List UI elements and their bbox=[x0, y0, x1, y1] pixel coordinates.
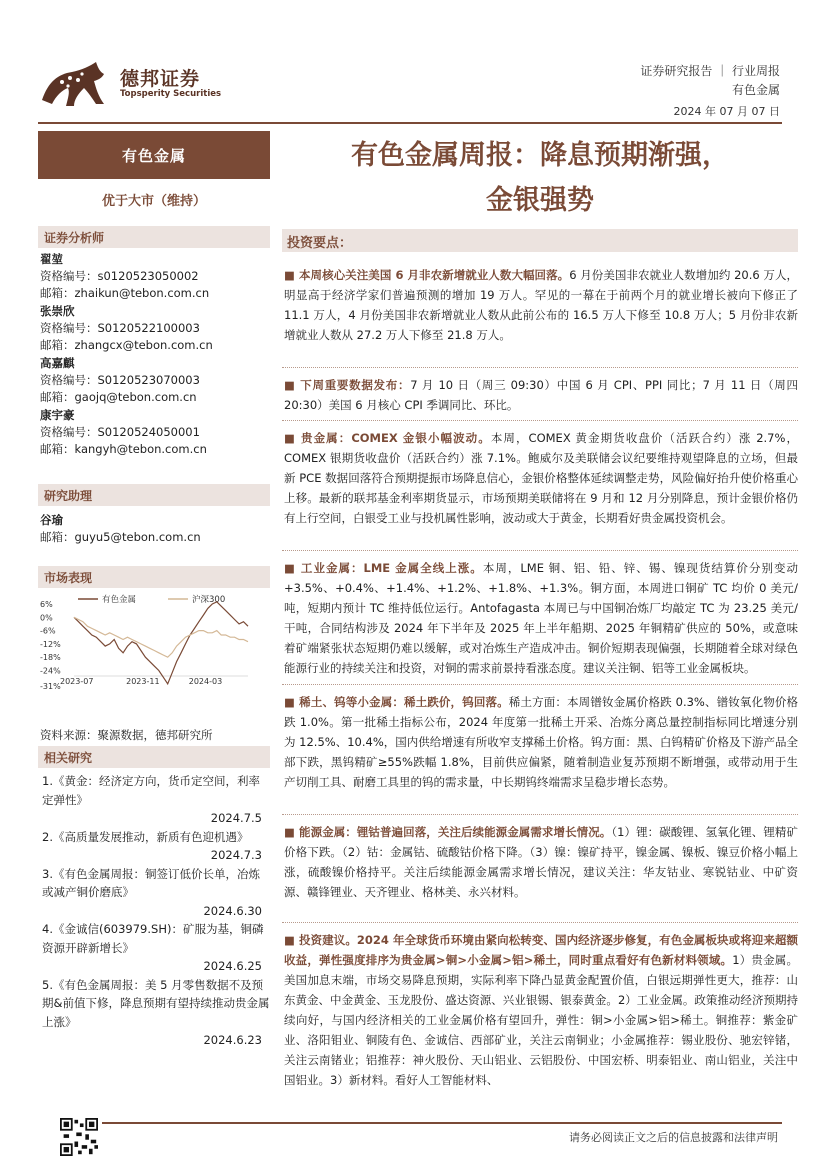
y-tick-label: 6% bbox=[40, 600, 53, 609]
key-point-lead: 本周核心关注美国 6 月非农新增就业人数大幅回落。 bbox=[298, 268, 570, 282]
key-point-lead: 投资建议。2024 年全球货币环境由紧向松转变、国内经济逐步修复，有色金属板块或将迎来超额收益，弹性强度排序为贵金属>铜>小金属>铝>稀土，同时重点看好有色新材料领域。 bbox=[284, 933, 798, 967]
bullet-icon: ■ bbox=[284, 378, 301, 392]
key-points-heading: 投资要点： bbox=[282, 229, 798, 252]
related-item-title[interactable]: 2.《高质量发展推动，新质有色迎机遇》 bbox=[42, 829, 249, 844]
report-title bbox=[282, 133, 798, 223]
key-point-body: 6 月份美国非农就业人数增加约 20.6 万人，明显高于经济学家们普遍预测的增加 19 万人。罕见的一幕在于前两个月的就业增长被向下修正了 11.1 万人，4 月份美国非农新增就业人数从此前公布的 16.5 万人下修至 10.8 万人；5 月份非农新增就业人数从 27.2 万人下修至 21.8 万人。 bbox=[284, 268, 798, 342]
header-sector: 有色金属 bbox=[731, 83, 780, 97]
bullet-icon: ■ bbox=[284, 825, 300, 839]
market-performance-chart bbox=[38, 592, 270, 710]
analyst-entry bbox=[40, 303, 213, 354]
key-point-paragraph bbox=[284, 692, 798, 792]
bullet-icon: ■ bbox=[284, 933, 300, 947]
rating: 优于大市（维持） bbox=[101, 194, 206, 209]
analyst-list bbox=[40, 251, 213, 458]
y-tick-label: 0% bbox=[40, 613, 53, 623]
assistant-entry bbox=[40, 512, 201, 546]
report-type: 证券研究报告 ｜ 行业周报 bbox=[640, 64, 780, 78]
analyst-cert: 资格编号：S0120523070003 bbox=[40, 373, 200, 387]
analyst-cert: 资格编号：S0120522100003 bbox=[40, 321, 200, 335]
paragraph-divider bbox=[282, 367, 798, 368]
analyst-email: 邮箱：gaojq@tebon.com.cn bbox=[40, 390, 197, 404]
analyst-email: 邮箱：zhaikun@tebon.com.cn bbox=[40, 286, 210, 300]
bullet-icon: ■ bbox=[284, 268, 299, 282]
market-heading: 市场表现 bbox=[38, 566, 270, 588]
related-item[interactable] bbox=[42, 976, 270, 1050]
brand-name: 德邦证券 bbox=[120, 68, 201, 90]
related-item-date: 2024.7.5 bbox=[210, 811, 262, 825]
assistant-name: 谷瑜 bbox=[40, 513, 63, 527]
bullet-icon: ■ bbox=[284, 431, 302, 445]
analyst-entry bbox=[40, 251, 213, 302]
analyst-cert: 资格编号：S0120524050001 bbox=[40, 425, 200, 439]
related-item-date: 2024.6.25 bbox=[203, 959, 262, 973]
analyst-name: 高嘉麒 bbox=[40, 356, 75, 370]
paragraph-divider bbox=[282, 550, 798, 551]
analyst-entry bbox=[40, 407, 213, 458]
data-source: 资料来源：聚源数据，德邦研究所 bbox=[40, 728, 213, 742]
related-item[interactable] bbox=[42, 772, 270, 828]
x-tick-label: 2024-03 bbox=[188, 677, 223, 686]
paragraph-divider bbox=[282, 814, 798, 815]
related-item-date: 2024.7.3 bbox=[210, 848, 262, 862]
key-point-lead: 贵金属：COMEX 金银小幅波动。 bbox=[301, 431, 491, 445]
tebon-logo-icon bbox=[38, 60, 114, 112]
analyst-name: 康宇豪 bbox=[40, 408, 75, 422]
assistant-heading: 研究助理 bbox=[38, 484, 270, 506]
analyst-email: 邮箱：kangyh@tebon.com.cn bbox=[40, 442, 207, 456]
related-item[interactable] bbox=[42, 865, 270, 921]
related-item[interactable] bbox=[42, 920, 270, 976]
related-item-title[interactable]: 3.《有色金属周报：铜签订低价长单，冶炼或减产铜价磨底》 bbox=[42, 866, 260, 899]
analyst-name: 张崇欣 bbox=[40, 304, 75, 318]
assistant-email: 邮箱：guyu5@tebon.com.cn bbox=[40, 530, 201, 544]
key-point-lead: 稀土、钨等小金属：稀土跌价，钨回落。 bbox=[299, 695, 509, 709]
legend-label: 沪深300 bbox=[192, 595, 226, 605]
related-item-title[interactable]: 1.《黄金：经济定方向，货币定空间，利率定弹性》 bbox=[42, 774, 260, 807]
report-title-line2: 金银强势 bbox=[486, 185, 594, 216]
y-tick-label: -31% bbox=[40, 682, 61, 691]
y-tick-label: -24% bbox=[40, 666, 61, 676]
paragraph-divider bbox=[282, 420, 798, 421]
key-point-lead: 能源金属：锂钴普遍回落，关注后续能源金属需求增长情况。 bbox=[299, 825, 612, 839]
related-item-title[interactable]: 4.《金诚信(603979.SH)：矿服为基，铜磷资源开辟新增长》 bbox=[42, 922, 264, 955]
key-point-lead: 下周重要数据发布： bbox=[300, 378, 411, 392]
paragraph-divider bbox=[282, 922, 798, 923]
key-point-paragraph bbox=[284, 558, 798, 678]
key-point-paragraph bbox=[284, 428, 798, 528]
y-tick-label: -18% bbox=[40, 653, 61, 663]
related-item-date: 2024.6.30 bbox=[203, 903, 262, 918]
sector-label: 有色金属 bbox=[38, 131, 270, 179]
analyst-entry bbox=[40, 355, 213, 406]
related-item-date: 2024.6.23 bbox=[203, 1033, 262, 1047]
related-heading: 相关研究 bbox=[38, 746, 270, 768]
report-title-line1: 有色金属周报：降息预期渐强， bbox=[351, 140, 729, 171]
key-point-lead: 工业金属：LME 金属全线上涨。 bbox=[300, 561, 483, 575]
series-line bbox=[74, 602, 248, 684]
key-point-paragraph bbox=[284, 265, 798, 345]
key-point-body: 本周，COMEX 黄金期货收盘价（活跃合约）涨 2.7%， COMEX 银期货收盘价（活跃合约）涨 7.1%。鲍威尔及美联储会议纪要维持观望降息的立场，但最新 PCE 数据回落符合预期提振市场降息信心，金银价格整体延续调整走势，风险偏好抬升使价格重心上移。最新的联邦基金利率期货显示，市场预期美联储将在 9 月和 12 月分别降息，预计金银价格仍有上行空间，白银受工业与投机属性影响，波动或大于黄金，长期看好贵金属投资机会。 bbox=[284, 431, 798, 525]
analyst-name: 翟堃 bbox=[40, 252, 63, 266]
key-point-paragraph bbox=[284, 375, 798, 415]
related-research-list bbox=[42, 772, 270, 1050]
paragraph-divider bbox=[282, 684, 798, 685]
y-tick-label: -12% bbox=[40, 639, 61, 649]
key-point-paragraph bbox=[284, 930, 798, 1090]
header-divider bbox=[38, 122, 782, 124]
legend-label: 有色金属 bbox=[102, 595, 137, 605]
key-point-body: 1）贵金属。美国加息末端，市场交易降息预期，实际利率下降凸显黄金配置价值，白银远期弹性更大，推荐：山东黄金、中金黄金、玉龙股份、盛达资源、兴业银锡、银泰黄金。2）工业金属。政策推动经济预期持续向好，与国内经济相关的工业金属价格有望回升，弹性：铜>小金属>铝>稀土。铜推荐：紫金矿业、洛阳钼业、铜陵有色、金诚信、西部矿业，关注云南铜业；小金属推荐：锡业股份、驰宏锌锗，关注云南锗业；铝推荐：神火股份、天山铝业、云铝股份、中国宏桥、明泰铝业、南山铝业，关注中国铝业。3）新材料。看好人工智能材料、 bbox=[284, 953, 798, 1087]
analyst-cert: 资格编号：s0120523050002 bbox=[40, 269, 199, 283]
x-tick-label: 2023-07 bbox=[60, 677, 94, 686]
brand-name-en: Topsperity Securities bbox=[120, 89, 222, 99]
key-point-body: 稀土方面：本周镨钕金属价格跌 0.3%、镨钕氧化物价格跌 1.0%。第一批稀土指标公布，2024 年度第一批稀土开采、冶炼分离总量控制指标同比增速分别为 12.5%、10.4%，国内供给增速有所收窄支撑稀土价格。钨方面：黑、白钨精矿价格及下游产品全部下跌，黑钨精矿≥55%跌幅 1.8%，目前供应偏紧，随着制造业复苏预期不断增强，或带动用于生产切削工具、耐磨工具里的钨的需求量，中长期钨终端需求呈稳步增长态势。 bbox=[284, 695, 799, 789]
related-item-title[interactable]: 5.《有色金属周报：美 5 月零售数据不及预期&前值下修，降息预期有望持续推动贵金属上涨》 bbox=[42, 977, 270, 1029]
x-tick-label: 2023-11 bbox=[126, 677, 160, 686]
analysts-heading: 证券分析师 bbox=[38, 226, 270, 248]
key-point-body: （1）锂：碳酸锂、氢氧化锂、锂精矿价格下跌。（2）钴：金属钴、硫酸钴价格下降。（3）镍：镍矿持平，镍金属、镍板、镍豆价格小幅上涨，硫酸镍价格持平。关注后续能源金属需求增长情况，建议关注：华友钴业、寒锐钴业、中矿资源、赣锋锂业、天齐锂业、格林美、永兴材料。 bbox=[284, 825, 798, 899]
report-date: 2024 年 07 月 07 日 bbox=[673, 105, 780, 118]
key-point-body: 7 月 10 日（周三 09:30）中国 6 月 CPI、PPI 同比；7 月 11 日（周四 20:30）美国 6 月核心 CPI 季调同比、环比。 bbox=[284, 378, 799, 412]
qr-code-icon bbox=[60, 1118, 98, 1156]
key-point-body: 本周，LME 铜、铝、铅、锌、锡、镍现货结算价分别变动+3.5%、+0.4%、+1.4%、+1.2%、+1.8%、+1.3%。铜方面，本周进口铜矿 TC 均价 0 美元/吨，短期内预计 TC 维持低位运行。Antofagasta 本周已与中国铜冶炼厂均敲定 TC 为 23.25 美元/干吨，合同结构涉及 2024 年下半年及 2025 年上半年船期、2025 年铜精矿供应的 50%，或意味着矿端紧张状态短期仍难以缓解，或对冶炼生产造成冲击。铜价短期表现偏强，长期随着全球对绿色能源行业的持续关注和投资，对铜的需求前景持看涨态度。建议关注铜、铝等工业金属板块。 bbox=[284, 561, 799, 675]
key-point-paragraph bbox=[284, 822, 798, 902]
related-item[interactable] bbox=[42, 828, 270, 865]
analyst-email: 邮箱：zhangcx@tebon.com.cn bbox=[40, 338, 213, 352]
bullet-icon: ■ bbox=[284, 695, 300, 709]
y-tick-label: -6% bbox=[40, 626, 56, 636]
footer-divider bbox=[102, 1122, 782, 1124]
footer-disclaimer: 请务必阅读正文之后的信息披露和法律声明 bbox=[569, 1131, 778, 1144]
series-line bbox=[74, 617, 248, 657]
bullet-icon: ■ bbox=[284, 561, 301, 575]
